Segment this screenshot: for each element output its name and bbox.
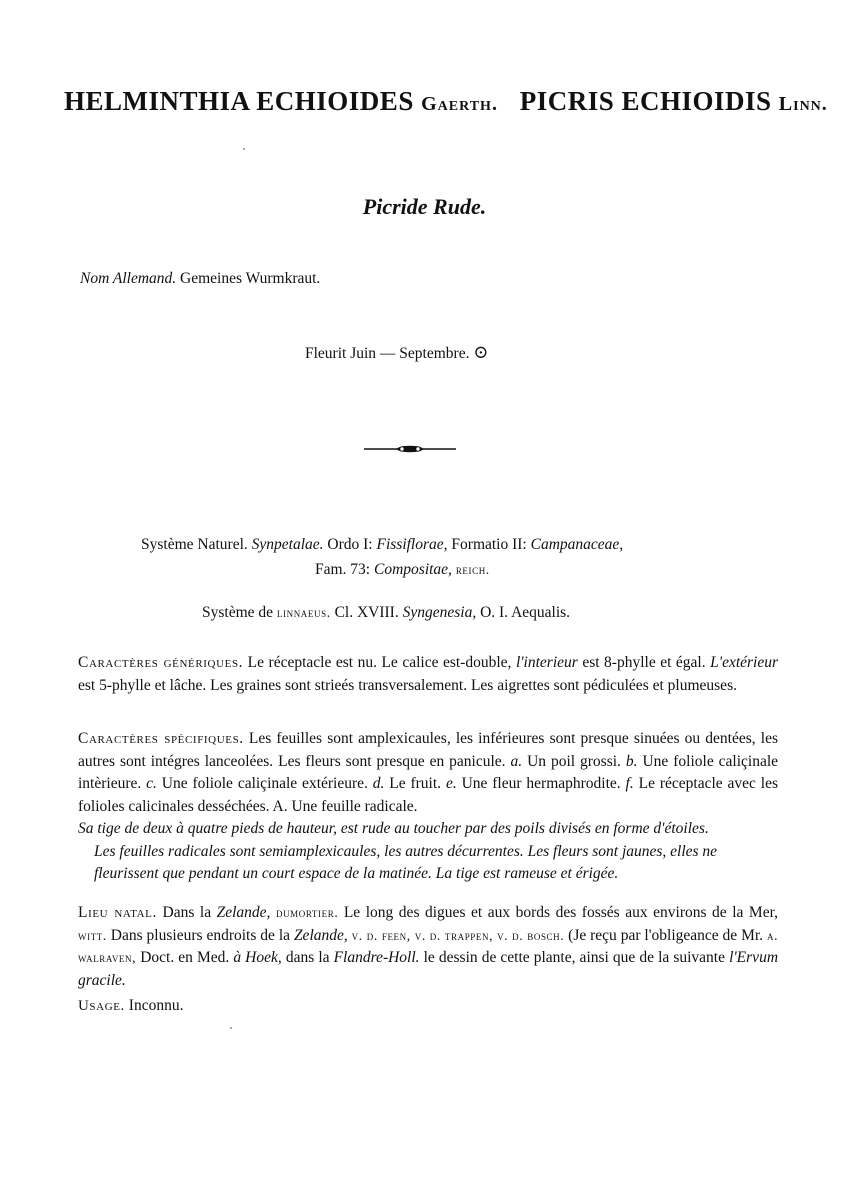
place-name: Flandre-Holl. xyxy=(333,949,420,966)
figure-letter: a. xyxy=(510,752,523,770)
annual-symbol-icon: ⊙ xyxy=(473,342,489,362)
ornamental-divider xyxy=(362,442,458,456)
genus-author: Gaerth. xyxy=(421,93,498,115)
author-name: dumortier. xyxy=(275,905,339,920)
text-run: Une foliole caliçinale extérieure. xyxy=(161,775,368,792)
flowering-line xyxy=(305,342,488,363)
german-name-value: Gemeines Wurmkraut. xyxy=(180,270,321,287)
speck xyxy=(230,1027,232,1029)
text-run: Les feuilles sont amplexicaules, les inférieures sont presque sinuées ou dentées, les autres sont intégres lanceolées. Les fleurs sont presque en panicule. xyxy=(78,730,778,770)
author-name: a. walraven, xyxy=(78,927,779,965)
text-run: est 8-phylle et égal. xyxy=(582,654,706,671)
german-name-label: Nom Allemand. xyxy=(80,270,177,287)
flowering-text: Fleurit Juin — Septembre. xyxy=(305,345,470,362)
formatio-label: Formatio II: xyxy=(451,536,527,553)
alternate-name: PICRIS ECHIOIDIS xyxy=(519,86,772,116)
linnaeus-order: O. I. Aequalis. xyxy=(480,604,571,621)
fam-label: Fam. 73: xyxy=(315,561,371,578)
linnaeus-class: Cl. XVIII. xyxy=(334,604,399,621)
lieu-natal xyxy=(78,902,778,992)
plant-name: l'Ervum gracile. xyxy=(78,949,779,989)
figure-letter: f. xyxy=(625,775,634,792)
text-run: Une foliole caliçinale intèrieure. xyxy=(78,752,779,792)
usage-value: Inconnu. xyxy=(128,997,184,1014)
family-author: reich. xyxy=(455,562,490,577)
speck xyxy=(243,148,245,150)
linnaeus-group: Syngenesia, xyxy=(402,604,477,621)
caracteres-specifiques xyxy=(78,728,778,818)
text-run: Dans plusieurs endroits de la xyxy=(110,926,291,944)
german-name-line xyxy=(80,270,320,288)
figure-letter: b. xyxy=(625,752,638,770)
subclass: Synpetalae. xyxy=(251,536,324,553)
linnaeus-author: linnaeus. xyxy=(276,605,331,620)
caracteres-generiques-head: Caractères génériques. xyxy=(78,654,244,671)
usage-line xyxy=(78,997,183,1015)
formatio: Campanaceae, xyxy=(530,536,624,553)
text-run: Une fleur hermaphrodite. xyxy=(461,775,621,792)
systeme-naturel-label: Système Naturel. xyxy=(141,536,248,553)
lieu-natal-head: Lieu natal. xyxy=(78,904,157,921)
text-run: l'interieur xyxy=(515,654,578,671)
figure-letter: e. xyxy=(445,775,457,792)
caracteres-specifiques-head: Caractères spécifiques. xyxy=(78,730,244,747)
text-run: Le réceptacle est nu. Le calice est-double, xyxy=(247,654,512,671)
place-name: Zelande, xyxy=(216,904,271,921)
genus-name: HELMINTHIA ECHIOIDES xyxy=(64,86,414,116)
text-run: dans la xyxy=(285,949,330,966)
systeme-naturel-line1 xyxy=(141,536,623,554)
common-name: Picride Rude. xyxy=(362,194,487,219)
description-line1: Sa tige de deux à quatre pieds de hauteur, est rude au toucher par des poils divisés en forme d'étoiles. xyxy=(78,820,709,837)
text-run: le dessin de cette plante, ainsi que de la suivante xyxy=(423,949,725,966)
text-run: Dans la xyxy=(162,904,212,921)
caracteres-generiques xyxy=(78,652,778,697)
text-run: (Je reçu par l'obligeance de Mr. xyxy=(568,926,764,944)
text-run: Doct. en Med. xyxy=(140,949,230,966)
linnaeus-label: Système de xyxy=(202,604,274,621)
text-run: Le réceptacle avec les folioles calicinales desséchées. A. Une feuille radicale. xyxy=(78,775,778,815)
description-line2: Les feuilles radicales sont semiamplexicaules, les autres décurrentes. Les fleurs sont jaunes, elles ne fleurissent que pendant un court espace de la matinée. La tige est rameuse et érigée. xyxy=(94,842,718,882)
figure-letter: d. xyxy=(372,775,385,792)
ordo: Fissiflorae, xyxy=(376,536,448,553)
alternate-author: Linn. xyxy=(778,93,828,115)
page-title xyxy=(64,86,828,117)
family: Compositae, xyxy=(374,561,452,578)
usage-head: Usage. xyxy=(78,998,125,1014)
text-run: Le long des digues et aux bords des fossés aux environs de la Mer, xyxy=(343,904,778,921)
ordo-label: Ordo I: xyxy=(327,536,373,553)
text-run: L'extérieur xyxy=(710,654,779,671)
author-name: v. d. feen, v. d. trappen, v. d. bosch. xyxy=(351,927,565,943)
author-name: witt. xyxy=(78,927,107,943)
systeme-linnaeus-line xyxy=(202,604,570,622)
place-name: Zelande, xyxy=(293,926,348,944)
text-run: est 5-phylle et lâche. Les graines sont strieés transversalement. Les aigrettes sont pédiculées et plumeuses. xyxy=(78,676,737,694)
place-name: à Hoek, xyxy=(233,949,282,966)
text-run: Le fruit. xyxy=(389,775,442,792)
systeme-naturel-line2 xyxy=(315,561,490,579)
figure-letter: c. xyxy=(146,775,157,792)
plant-description xyxy=(78,818,783,886)
text-run: Un poil grossi. xyxy=(527,752,621,770)
